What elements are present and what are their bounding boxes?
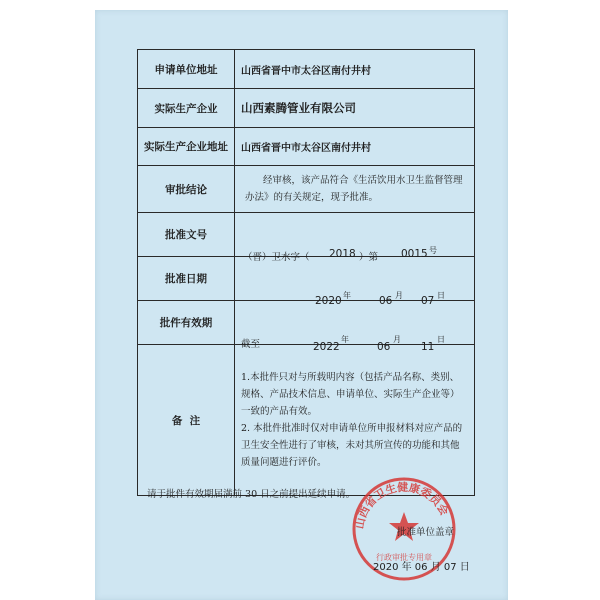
- remarks-item-2: 2. 本批件批准时仅对申请单位所申报材料对应产品的卫生安全性进行了审核，未对其所宣传的功能和其他质量问题进行评价。: [241, 423, 463, 468]
- approval-date-year: 2020: [315, 294, 342, 307]
- approval-conclusion-label: 审批结论: [138, 166, 235, 213]
- validity-year-unit: 年: [341, 334, 349, 344]
- row-approval-number: [138, 213, 475, 257]
- approval-number-year: 2018: [329, 247, 356, 260]
- approval-date-day-unit: 日: [437, 290, 445, 300]
- validity-day: 11: [421, 340, 435, 353]
- seal-ring-text: 山西省卫生健康委员会: [352, 480, 451, 530]
- validity-month-unit: 月: [393, 334, 401, 344]
- approval-number-cell: [235, 213, 475, 263]
- actual-producer-address-value: 山西省晋中市太谷区南付井村: [235, 128, 475, 166]
- applicant-address-label: 申请单位地址: [138, 50, 235, 89]
- row-approval-date: [138, 257, 475, 301]
- signature-date: 2020 年 06 月 07 日: [373, 562, 470, 573]
- approval-number-label: 批准文号: [138, 213, 235, 257]
- row-actual-producer-address: [138, 128, 475, 166]
- approval-date-month-unit: 月: [395, 290, 403, 300]
- approval-date-year-unit: 年: [343, 290, 351, 300]
- approval-date-cell: [235, 257, 475, 307]
- row-actual-producer: [138, 89, 475, 128]
- validity-cell: [235, 301, 475, 353]
- validity-label: 批件有效期: [138, 301, 235, 345]
- validity-year: 2022: [313, 340, 340, 353]
- approval-number-suffix: 号: [429, 245, 437, 255]
- renewal-footnote: 请于批件有效期届满前 30 日之前提出延续申请。: [147, 489, 356, 500]
- approval-date-month: 06: [379, 294, 393, 307]
- actual-producer-value: 山西素腾管业有限公司: [235, 89, 475, 128]
- applicant-address-value: 山西省晋中市太谷区南付井村: [235, 50, 475, 89]
- actual-producer-address-label: 实际生产企业地址: [138, 128, 235, 166]
- validity-day-unit: 日: [437, 334, 445, 344]
- seal-subtext: 行政审批专用章: [376, 553, 432, 562]
- approval-form-table: [137, 49, 475, 496]
- approving-unit-seal-label: 批准单位盖章: [397, 527, 455, 538]
- approval-number-mid: ）第: [359, 251, 379, 263]
- row-approval-conclusion: [138, 166, 475, 213]
- approval-number-prefix: （晋）卫水字（: [243, 251, 310, 263]
- approval-number-serial: 0015: [401, 247, 428, 260]
- row-validity: [138, 301, 475, 345]
- approval-date-label: 批准日期: [138, 257, 235, 301]
- remarks-label: 备 注: [138, 345, 235, 496]
- remarks-item-1: 1.本批件只对与所载明内容（包括产品名称、类别、规格、产品技术信息、申请单位、实际生产企业等）一致的产品有效。: [241, 372, 460, 417]
- row-remarks: [138, 345, 475, 496]
- validity-prefix: 截至: [241, 338, 261, 350]
- row-applicant-address: [138, 50, 475, 89]
- actual-producer-label: 实际生产企业: [138, 89, 235, 128]
- validity-month: 06: [377, 340, 391, 353]
- remarks-cell: [235, 345, 475, 496]
- approval-date-day: 07: [421, 294, 435, 307]
- approval-conclusion-text: 经审核，该产品符合《生活饮用水卫生监督管理办法》的有关规定，现予批准。: [235, 166, 475, 213]
